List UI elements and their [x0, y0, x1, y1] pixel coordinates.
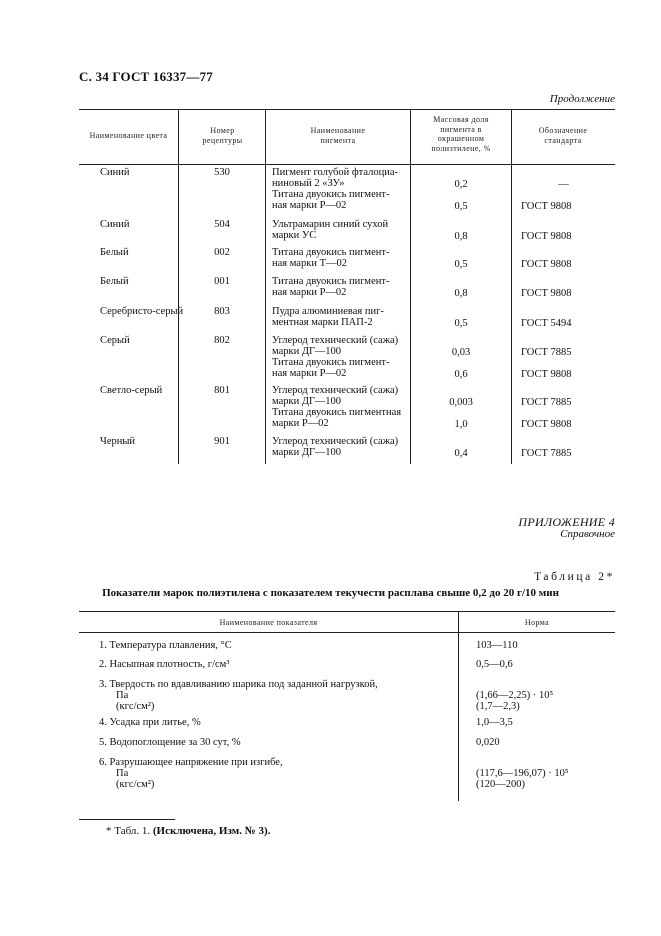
recipe-number-cell: 803	[214, 306, 230, 317]
norm-value-cell: 0,5—0,6	[476, 659, 513, 670]
norm-value-cell: 0,020	[476, 737, 500, 748]
pigment-name-line: Титана двуокись пигмент-	[272, 357, 390, 368]
footnote-rule	[79, 819, 175, 820]
indicator-name-line: 5. Водопоглощение за 30 сут, %	[99, 737, 241, 748]
table1-top-rule	[79, 109, 615, 110]
table2-col-divider	[458, 611, 459, 801]
indicator-name-line: 6. Разрушающее напряжение при изгибе,	[99, 757, 283, 768]
standard-cell: ГОСТ 5494	[521, 318, 572, 329]
pigment-name-line: ментная марки ПАП-2	[272, 317, 373, 328]
pigment-name-line: ная марки Р—02	[272, 368, 347, 379]
footnote-text: * Табл. 1.	[106, 825, 151, 837]
color-name-cell: Белый	[100, 276, 129, 287]
appendix-heading	[518, 516, 615, 540]
pigment-name-line: ная марки Т—02	[272, 258, 347, 269]
indicator-name-line: 3. Твердость по вдавливанию шарика под заданной нагрузкой,	[99, 679, 378, 690]
table1-col-divider	[511, 109, 512, 464]
table2-top-rule	[79, 611, 615, 612]
table1-col-header-recipe: Номер рецептуры	[202, 126, 243, 145]
mass-share-cell: 1,0	[454, 419, 468, 430]
color-name-cell: Светло-серый	[100, 385, 163, 396]
page-header: С. 34 ГОСТ 16337—77	[79, 69, 213, 84]
recipe-number-cell: 802	[214, 335, 230, 346]
color-name-cell: Серый	[100, 335, 130, 346]
pigment-name-line: Титана двуокись пигмент-	[272, 247, 390, 258]
mass-share-cell: 0,03	[451, 347, 471, 358]
footnote-bold-text: (Исключена, Изм. № 3).	[152, 825, 271, 837]
standard-cell: ГОСТ 7885	[521, 448, 572, 459]
footnote	[106, 825, 270, 837]
pigment-name-line: Титана двуокись пигмент-	[272, 189, 390, 200]
appendix-title: ПРИЛОЖЕНИЕ 4	[518, 515, 615, 529]
table1-col-header-color: Наименование цвета	[89, 131, 168, 140]
color-name-cell: Белый	[100, 247, 129, 258]
indicator-name-line: Па	[116, 690, 129, 701]
pigment-name-line: марки ДГ—100	[272, 447, 342, 458]
table2-header-rule	[79, 632, 615, 633]
standard-cell: ГОСТ 9808	[521, 369, 572, 380]
mass-share-cell: 0,5	[454, 201, 468, 212]
mass-share-cell: 0,003	[449, 397, 473, 408]
norm-value-cell: (1,66—2,25) · 10⁵	[476, 690, 554, 701]
color-name-cell: Серебристо-серый	[100, 306, 184, 317]
table1-col-header-pigment: Наименование пигмента	[310, 126, 366, 145]
appendix-subtitle: Справочное	[560, 528, 615, 540]
color-name-cell: Синий	[100, 219, 130, 230]
standard-cell: ГОСТ 7885	[521, 347, 572, 358]
indicator-name-line: 1. Температура плавления, °С	[99, 640, 232, 651]
norm-value-cell: (1,7—2,3)	[476, 701, 520, 712]
standard-cell: ГОСТ 9808	[521, 419, 572, 430]
norm-value-cell: (117,6—196,07) · 10⁵	[476, 768, 569, 779]
mass-share-cell: 0,5	[454, 259, 468, 270]
table1-col-divider	[265, 109, 266, 464]
pigment-name-line: марки ДГ—100	[272, 346, 342, 357]
continuation-label: Продолжение	[549, 93, 615, 105]
pigment-name-line: Углерод технический (сажа)	[272, 436, 399, 447]
color-name-cell: Синий	[100, 167, 130, 178]
pigment-name-line: ная марки Р—02	[272, 200, 347, 211]
standard-cell: ГОСТ 9808	[521, 259, 572, 270]
pigment-name-line: ная марки Р—02	[272, 287, 347, 298]
recipe-number-cell: 530	[214, 167, 230, 178]
standard-cell: ГОСТ 9808	[521, 231, 572, 242]
standard-cell: ГОСТ 9808	[521, 201, 572, 212]
pigment-name-line: Титана двуокись пигмент-	[272, 276, 390, 287]
recipe-number-cell: 001	[214, 276, 230, 287]
indicator-name-line: 2. Насыпная плотность, г/см³	[99, 659, 230, 670]
pigment-name-line: Пигмент голубой фталоциа-	[272, 167, 399, 178]
pigment-name-line: Углерод технический (сажа)	[272, 335, 399, 346]
mass-share-cell: 0,6	[454, 369, 468, 380]
mass-share-cell: 0,2	[454, 179, 468, 190]
pigment-name-line: Титана двуокись пигментная	[272, 407, 402, 418]
recipe-number-cell: 801	[214, 385, 230, 396]
indicator-name-line: (кгс/см²)	[116, 701, 155, 712]
norm-value-cell: 1,0—3,5	[476, 717, 513, 728]
pigment-name-line: марки УС	[272, 230, 317, 241]
pigment-name-line: Углерод технический (сажа)	[272, 385, 399, 396]
recipe-number-cell: 901	[214, 436, 230, 447]
mass-share-cell: 0,4	[454, 448, 468, 459]
mass-share-cell: 0,8	[454, 288, 468, 299]
pigment-name-line: марки Р—02	[272, 418, 329, 429]
pigment-name-line: Пудра алюминиевая пиг-	[272, 306, 384, 317]
indicator-name-line: Па	[116, 768, 129, 779]
recipe-number-cell: 504	[214, 219, 230, 230]
standard-cell: ГОСТ 9808	[521, 288, 572, 299]
table1-col-divider	[410, 109, 411, 464]
norm-value-cell: (120—200)	[476, 779, 525, 790]
table1-col-header-share: Массовая доля пигмента в окрашенном полиэтилене, %	[431, 115, 491, 153]
mass-share-cell: 0,8	[454, 231, 468, 242]
table2-caption: Показатели марок полиэтилена с показателем текучести расплава свыше 0,2 до 20 г/10 мин	[102, 587, 559, 599]
table2-col-header-norm: Норма	[524, 618, 550, 627]
indicator-name-line: 4. Усадка при литье, %	[99, 717, 201, 728]
pigment-name-line: ниновый 2 «ЗУ»	[272, 178, 345, 189]
standard-cell: —	[558, 179, 569, 190]
norm-value-cell: 103—110	[476, 640, 518, 651]
mass-share-cell: 0,5	[454, 318, 468, 329]
pigment-name-line: марки ДГ—100	[272, 396, 342, 407]
recipe-number-cell: 002	[214, 247, 230, 258]
table2-col-header-name: Наименование показателя	[219, 618, 318, 627]
standard-cell: ГОСТ 7885	[521, 397, 572, 408]
color-name-cell: Черный	[100, 436, 136, 447]
indicator-name-line: (кгс/см²)	[116, 779, 155, 790]
table1-col-header-standard: Обозначение стандарта	[538, 126, 588, 145]
table1-header-rule	[79, 164, 615, 165]
pigment-name-line: Ультрамарин синий сухой	[272, 219, 389, 230]
table2-number: Таблица 2*	[534, 571, 615, 583]
